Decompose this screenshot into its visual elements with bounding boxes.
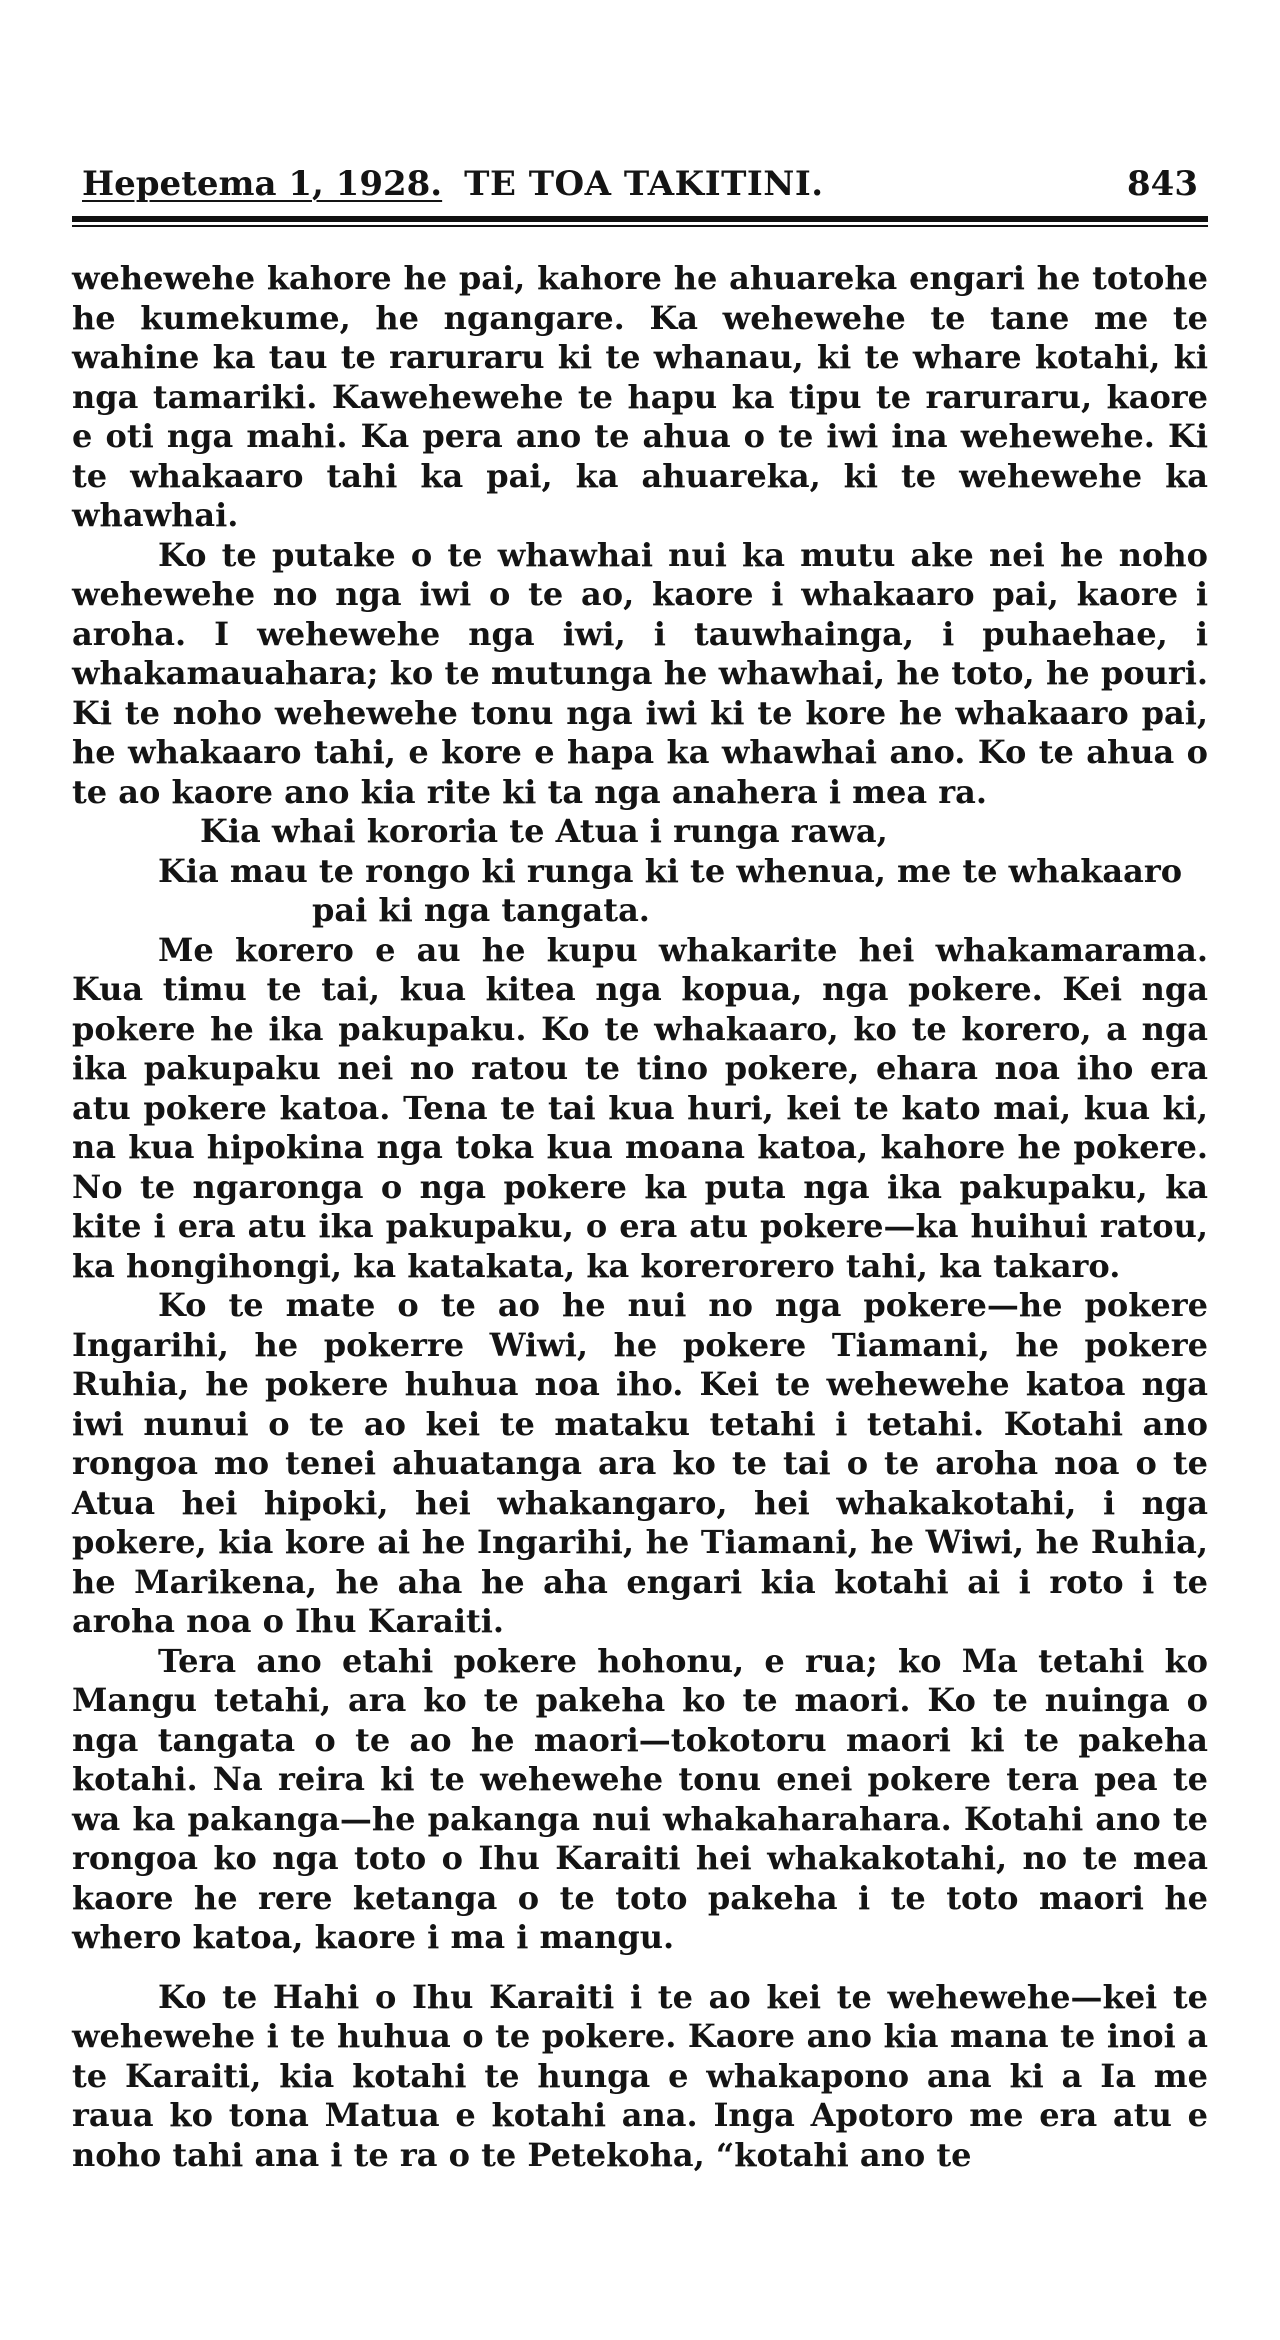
running-head <box>72 158 1208 210</box>
paragraph-4: Ko te mate o te ao he nui no nga pokere—he pokere Ingarihi, he pokerre Wiwi, he pokere Tiamani, he pokere Ruhia, he pokere huhua noa iho. Kei te wehewehe katoa nga iwi nunui o te ao kei te mataku tetahi i tetahi. Kotahi ano rongoa mo tenei ahuatanga ara ko te tai o te aroha noa o te Atua hei hipoki, hei whakangaro, hei whakakotahi, i nga pokere, kia kore ai he Ingarihi, he Tiamani, he Wiwi, he Ruhia, he Marikena, he aha he aha engari kia kotahi ai i roto i te aroha noa o Ihu Karaiti. <box>72 1286 1208 1640</box>
paragraph-3: Me korero e au he kupu whakarite hei whakamarama. Kua timu te tai, kua kitea nga kopua, nga pokere. Kei nga pokere he ika pakupaku. Ko te whakaaro, ko te korero, a nga ika pakupaku nei no ratou te tino pokere, ehara noa iho era atu pokere katoa. Tena te tai kua huri, kei te kato mai, kua ki, na kua hipokina nga toka kua moana katoa, kahore he pokere. No te ngaronga o nga pokere ka puta nga ika pakupaku, ka kite i era atu ika pakupaku, o era atu pokere—ka huihui ratou, ka hongihongi, ka katakata, ka korerorero tahi, ka takaro. <box>72 930 1208 1285</box>
paragraph-6: Ko te Hahi o Ihu Karaiti i te ao kei te wehewehe—kei te wehewehe i te huhua o te pokere. Kaore ano kia mana te inoi a te Karaiti, kia kotahi te hunga e whakapono ana ki a Ia me raua ko tona Matua e kotahi ana. Inga Apotoro me era atu e noho tahi ana i te ra o te Petekoha, “kotahi ano te <box>72 1977 1208 2174</box>
article-body <box>72 259 1208 2175</box>
publication-title: TE TOA TAKITINI. <box>464 164 824 204</box>
header-left <box>82 158 824 210</box>
paragraph-2: Ko te putake o te whawhai nui ka mutu ake nei he noho wehewehe no nga iwi o te ao, kaore i whakaaro pai, kaore i aroha. I wehewehe nga iwi, i tauwhainga, i puhaehae, i whakamauahara; ko te mutunga he whawhai, he toto, he pouri. Ki te noho wehewehe tonu nga iwi ki te kore he whakaaro pai, he whakaaro tahi, e kore e hapa ka whawhai ano. Ko te ahua o te ao kaore ano kia rite ki ta nga anahera i mea ra. <box>72 535 1208 811</box>
header-rule-thin <box>72 225 1208 227</box>
verse-line-2: Kia mau te rongo ki runga ki te whenua, me te whakaaro <box>158 851 1183 890</box>
page-number: 843 <box>1127 164 1198 204</box>
verse-line-3: pai ki nga tangata. <box>312 891 650 929</box>
page <box>72 158 1208 2175</box>
header-date: Hepetema 1, 1928. <box>82 164 443 204</box>
verse-quote <box>72 812 1208 931</box>
header-rule-thick <box>72 216 1208 222</box>
paragraph-5: Tera ano etahi pokere hohonu, e rua; ko Ma tetahi ko Mangu tetahi, ara ko te pakeha ko te maori. Ko te nuinga o nga tangata o te ao he maori—tokotoru maori ki te pakeha kotahi. Na reira ki te wehewehe tonu enei pokere tera pea te wa ka pakanga—he pakanga nui whakaharahara. Kotahi ano te rongoa ko nga toto o Ihu Karaiti hei whakakotahi, no te mea kaore he rere ketanga o te toto pakeha i te toto maori he whero katoa, kaore i ma i mangu. <box>72 1641 1208 1956</box>
verse-line-1: Kia whai kororia te Atua i runga rawa, <box>200 812 888 850</box>
paragraph-1: wehewehe kahore he pai, kahore he ahuareka engari he totohe he kumekume, he ngangare. Ka wehewehe te tane me te wahine ka tau te raruraru ki te whanau, ki te whare kotahi, ki nga tamariki. Kawehewehe te hapu ka tipu te raruraru, kaore e oti nga mahi. Ka pera ano te ahua o te iwi ina wehewehe. Ki te whakaaro tahi ka pai, ka ahuareka, ki te wehewehe ka whawhai. <box>72 259 1208 534</box>
